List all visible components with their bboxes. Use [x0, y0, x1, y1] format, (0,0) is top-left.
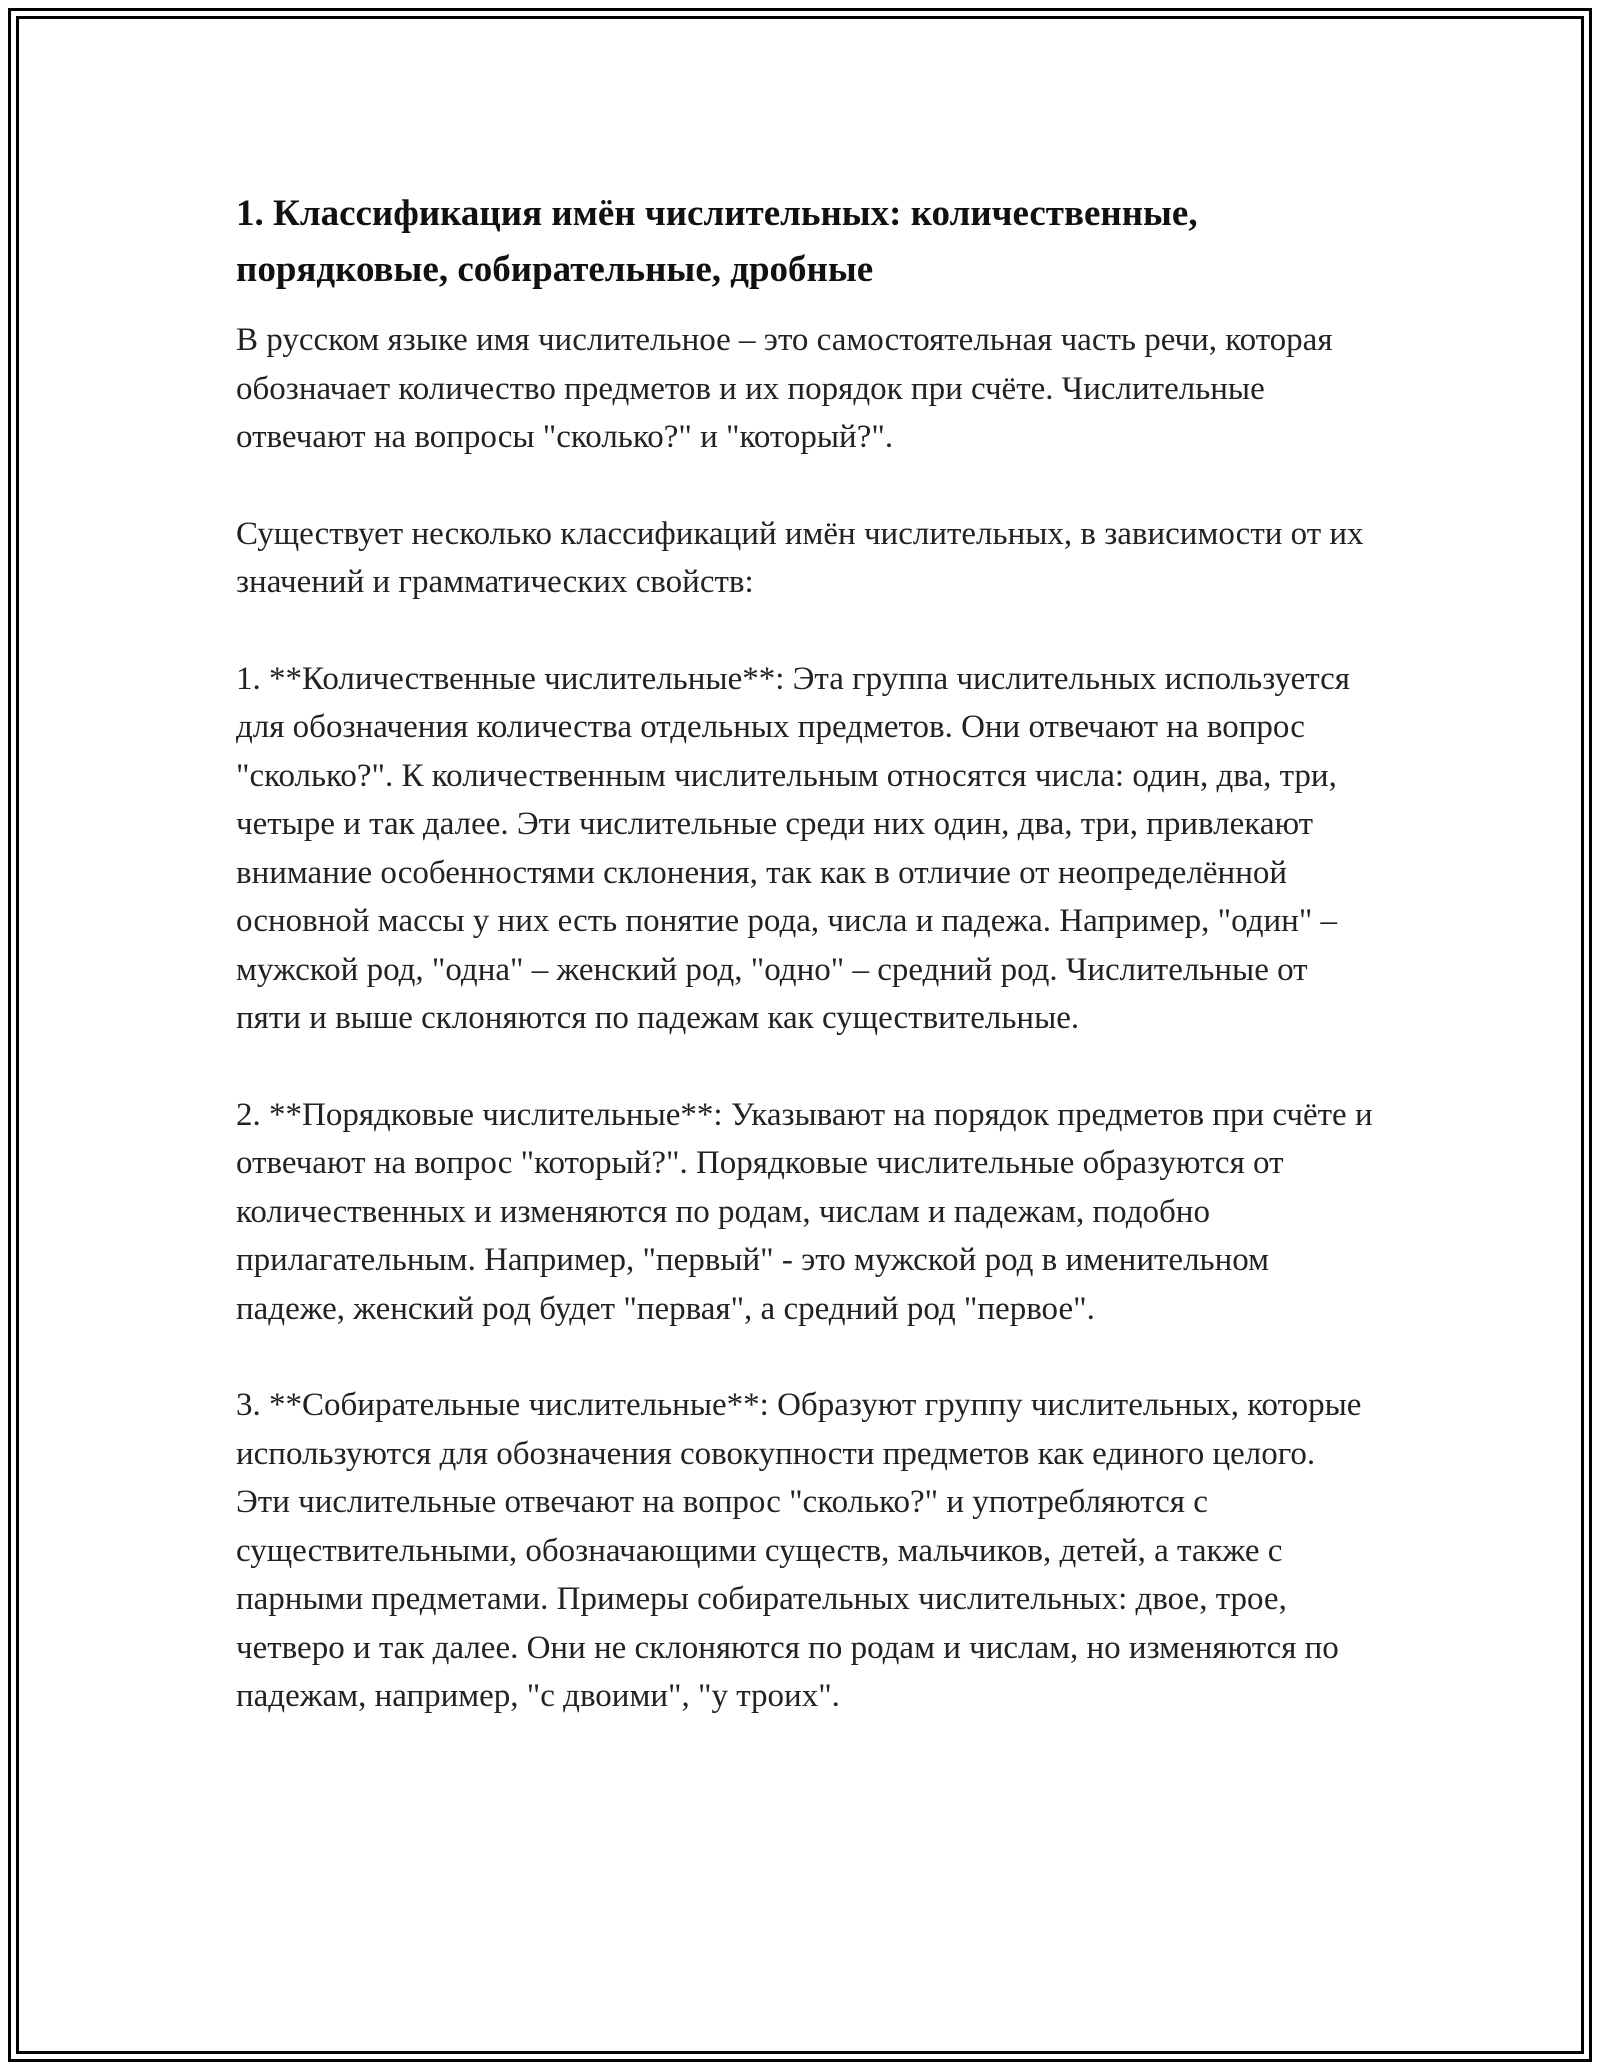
- paragraph-cardinal: 1. **Количественные числительные**: Эта группа числительных используется для обозначения количества отдельных предметов. Они отвечают на вопрос "сколько?". К количественным числительным относятся числа: один, два, три, четыре и так далее. Эти числительные среди них один, два, три, привлекают внимание особенностями склонения, так как в отличие от неопределённой основной массы у них есть понятие рода, числа и падежа. Например, "один" – мужской род, "одна" – женский род, "одно" – средний род. Числительные от пяти и выше склоняются по падежам как существительные.: [236, 660, 1350, 1036]
- paragraph-classifications: Существует несколько классификаций имён числительных, в зависимости от их значений и грамматических свойств:: [236, 515, 1364, 600]
- document-body: [236, 186, 1376, 1721]
- paragraph-intro: В русском языке имя числительное – это самостоятельная часть речи, которая обозначает количество предметов и их порядок при счёте. Числительные отвечают на вопросы "сколько?" и "который?".: [236, 322, 1333, 455]
- paragraph-ordinal: 2. **Порядковые числительные**: Указывают на порядок предметов при счёте и отвечают на вопрос "который?". Порядковые числительные образуются от количественных и изменяются по родам, числам и падежам, подобно прилагательным. Например, "первый" - это мужской род в именительном падеже, женский род будет "первая", а средний род "первое".: [236, 1096, 1373, 1327]
- section-heading: 1. Классификация имён числительных: количественные, порядковые, собирательные, дробные: [236, 193, 1198, 290]
- paragraph-collective: 3. **Собирательные числительные**: Образуют группу числительных, которые используются для обозначения совокупности предметов как единого целого. Эти числительные отвечают на вопрос "сколько?" и употребляются с существительными, обозначающими существ, мальчиков, детей, а также с парными предметами. Примеры собирательных числительных: двое, трое, четверо и так далее. Они не склоняются по родам и числам, но изменяются по падежам, например, "с двоими", "у троих".: [236, 1387, 1362, 1714]
